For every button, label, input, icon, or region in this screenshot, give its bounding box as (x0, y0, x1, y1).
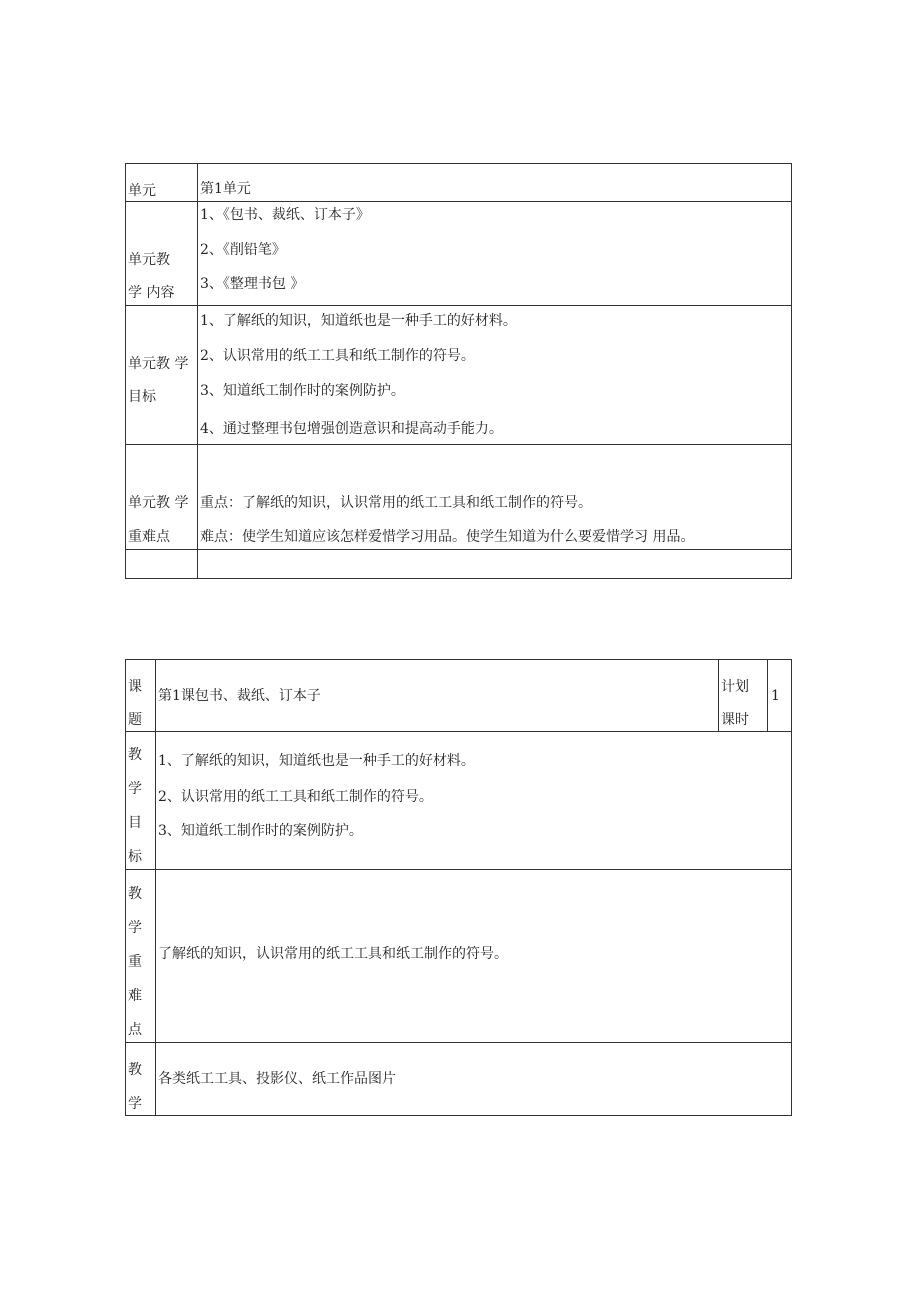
lesson-key-label-char: 难 (128, 988, 142, 1004)
lesson-goals-label-char: 标 (128, 849, 142, 865)
row-divider (125, 549, 792, 550)
goals-label-line: 目标 (128, 389, 156, 405)
row-divider (125, 1042, 792, 1043)
content-item: 3、《整理书包 》 (200, 276, 305, 292)
lesson-key-label-char: 学 (128, 920, 142, 936)
row-divider (125, 731, 792, 732)
prep-label-char: 教 (128, 1062, 142, 1078)
unit-label: 单元 (128, 183, 156, 199)
hours-value: 1 (771, 688, 780, 704)
unit-table-column-divider (197, 163, 198, 579)
lesson-key-label-char: 点 (128, 1022, 142, 1038)
lesson-goals-label-char: 目 (128, 815, 142, 831)
goal-item: 4、通过整理书包增强创造意识和提高动手能力。 (200, 421, 503, 437)
row-divider (125, 201, 792, 202)
content-label-line: 学 内容 (128, 285, 175, 301)
row-divider (125, 305, 792, 306)
lesson-table (125, 659, 792, 1116)
unit-table (125, 163, 792, 579)
hours-column-divider (718, 659, 719, 731)
topic-label-char: 题 (128, 712, 142, 728)
prep-label-char: 学 (128, 1096, 142, 1112)
goal-item: 2、认识常用的纸工工具和纸工制作的符号。 (200, 348, 475, 364)
unit-value: 第1单元 (200, 181, 251, 197)
hours-label-line: 计划 (721, 679, 749, 695)
key-label-line: 重难点 (128, 529, 170, 545)
row-divider (125, 444, 792, 445)
content-item: 1、《包书、裁纸、订本子》 (200, 207, 370, 223)
hours-column-divider (767, 659, 768, 731)
key-item: 重点：了解纸的知识，认识常用的纸工工具和纸工制作的符号。 (200, 495, 592, 511)
key-item: 难点：使学生知道应该怎样爱惜学习用品。使学生知道为什么要爱惜学习 用品。 (200, 529, 695, 545)
goal-item: 1、了解纸的知识，知道纸也是一种手工的好材料。 (200, 313, 517, 329)
lesson-goal-item: 3、知道纸工制作时的案例防护。 (158, 823, 363, 839)
lesson-table-column-divider (155, 659, 156, 1116)
lesson-goals-label-char: 教 (128, 747, 142, 763)
lesson-goals-label-char: 学 (128, 781, 142, 797)
goal-item: 3、知道纸工制作时的案例防护。 (200, 383, 405, 399)
lesson-goal-item: 2、认识常用的纸工工具和纸工制作的符号。 (158, 789, 433, 805)
lesson-key-value: 了解纸的知识，认识常用的纸工工具和纸工制作的符号。 (158, 946, 508, 962)
topic-value: 第1课包书、裁纸、订本子 (158, 688, 321, 704)
lesson-goal-item: 1、了解纸的知识，知道纸也是一种手工的好材料。 (158, 753, 475, 769)
prep-value: 各类纸工工具、投影仪、纸工作品图片 (158, 1071, 396, 1087)
goals-label-line: 单元教 学 (128, 356, 189, 372)
lesson-key-label-char: 重 (128, 954, 142, 970)
topic-label-char: 课 (128, 679, 142, 695)
content-label-line: 单元教 (128, 252, 170, 268)
lesson-key-label-char: 教 (128, 886, 142, 902)
key-label-line: 单元教 学 (128, 495, 189, 511)
hours-label-line: 课时 (721, 712, 749, 728)
content-item: 2、《削铅笔》 (200, 242, 286, 258)
row-divider (125, 869, 792, 870)
